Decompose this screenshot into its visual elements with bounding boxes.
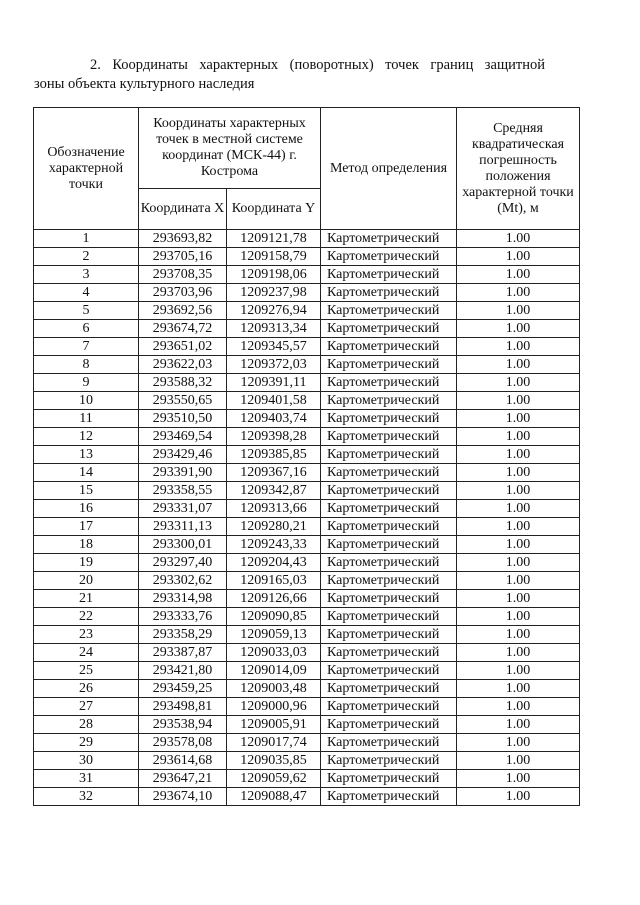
cell-accuracy: 1.00 <box>457 680 580 698</box>
cell-point-number: 13 <box>34 446 139 464</box>
cell-coord-x: 293459,25 <box>139 680 227 698</box>
cell-accuracy: 1.00 <box>457 752 580 770</box>
cell-point-number: 15 <box>34 482 139 500</box>
table-row <box>34 572 580 590</box>
cell-coord-y: 1209088,47 <box>227 788 321 806</box>
cell-accuracy: 1.00 <box>457 590 580 608</box>
cell-coord-x: 293578,08 <box>139 734 227 752</box>
cell-accuracy: 1.00 <box>457 500 580 518</box>
cell-accuracy: 1.00 <box>457 482 580 500</box>
table-row <box>34 752 580 770</box>
cell-coord-x: 293550,65 <box>139 392 227 410</box>
cell-coord-y: 1209313,66 <box>227 500 321 518</box>
cell-method: Картометрический <box>321 356 457 374</box>
cell-coord-y: 1209121,78 <box>227 230 321 248</box>
cell-coord-x: 293387,87 <box>139 644 227 662</box>
cell-method: Картометрический <box>321 572 457 590</box>
cell-point-number: 23 <box>34 626 139 644</box>
table-row <box>34 338 580 356</box>
cell-coord-x: 293588,32 <box>139 374 227 392</box>
cell-coord-y: 1209165,03 <box>227 572 321 590</box>
cell-method: Картометрический <box>321 752 457 770</box>
cell-method: Картометрический <box>321 608 457 626</box>
cell-accuracy: 1.00 <box>457 446 580 464</box>
table-row <box>34 716 580 734</box>
cell-method: Картометрический <box>321 320 457 338</box>
cell-coord-x: 293674,72 <box>139 320 227 338</box>
cell-coord-y: 1209198,06 <box>227 266 321 284</box>
header-method: Метод определения <box>321 108 457 230</box>
cell-point-number: 20 <box>34 572 139 590</box>
cell-point-number: 9 <box>34 374 139 392</box>
cell-accuracy: 1.00 <box>457 734 580 752</box>
cell-accuracy: 1.00 <box>457 410 580 428</box>
cell-point-number: 28 <box>34 716 139 734</box>
cell-point-number: 10 <box>34 392 139 410</box>
cell-method: Картометрический <box>321 266 457 284</box>
cell-point-number: 26 <box>34 680 139 698</box>
table-row <box>34 410 580 428</box>
cell-method: Картометрический <box>321 734 457 752</box>
cell-method: Картометрический <box>321 662 457 680</box>
cell-accuracy: 1.00 <box>457 428 580 446</box>
cell-coord-y: 1209090,85 <box>227 608 321 626</box>
cell-accuracy: 1.00 <box>457 644 580 662</box>
cell-coord-x: 293333,76 <box>139 608 227 626</box>
table-body <box>34 230 580 806</box>
cell-method: Картометрический <box>321 770 457 788</box>
cell-method: Картометрический <box>321 788 457 806</box>
cell-point-number: 8 <box>34 356 139 374</box>
table-row <box>34 356 580 374</box>
cell-point-number: 19 <box>34 554 139 572</box>
cell-accuracy: 1.00 <box>457 230 580 248</box>
cell-coord-x: 293469,54 <box>139 428 227 446</box>
cell-coord-y: 1209000,96 <box>227 698 321 716</box>
cell-point-number: 31 <box>34 770 139 788</box>
cell-coord-x: 293331,07 <box>139 500 227 518</box>
table-row <box>34 320 580 338</box>
cell-point-number: 6 <box>34 320 139 338</box>
table-row <box>34 482 580 500</box>
table-row <box>34 374 580 392</box>
cell-accuracy: 1.00 <box>457 608 580 626</box>
cell-point-number: 17 <box>34 518 139 536</box>
cell-method: Картометрический <box>321 338 457 356</box>
table-row <box>34 734 580 752</box>
cell-coord-x: 293302,62 <box>139 572 227 590</box>
cell-point-number: 27 <box>34 698 139 716</box>
cell-coord-x: 293703,96 <box>139 284 227 302</box>
cell-method: Картометрический <box>321 554 457 572</box>
cell-accuracy: 1.00 <box>457 626 580 644</box>
table-row <box>34 644 580 662</box>
cell-coord-x: 293421,80 <box>139 662 227 680</box>
cell-method: Картометрический <box>321 230 457 248</box>
cell-accuracy: 1.00 <box>457 770 580 788</box>
cell-coord-y: 1209391,11 <box>227 374 321 392</box>
cell-coord-x: 293314,98 <box>139 590 227 608</box>
cell-coord-x: 293651,02 <box>139 338 227 356</box>
table-row <box>34 770 580 788</box>
cell-coord-y: 1209126,66 <box>227 590 321 608</box>
cell-point-number: 2 <box>34 248 139 266</box>
cell-point-number: 14 <box>34 464 139 482</box>
cell-method: Картометрический <box>321 248 457 266</box>
cell-method: Картометрический <box>321 428 457 446</box>
cell-coord-x: 293708,35 <box>139 266 227 284</box>
cell-accuracy: 1.00 <box>457 302 580 320</box>
table-row <box>34 698 580 716</box>
cell-coord-y: 1209014,09 <box>227 662 321 680</box>
table-row <box>34 248 580 266</box>
cell-point-number: 25 <box>34 662 139 680</box>
cell-accuracy: 1.00 <box>457 662 580 680</box>
cell-coord-y: 1209005,91 <box>227 716 321 734</box>
header-point-id: Обозначение характерной точки <box>34 108 139 230</box>
table-row <box>34 500 580 518</box>
cell-point-number: 30 <box>34 752 139 770</box>
cell-accuracy: 1.00 <box>457 320 580 338</box>
cell-method: Картометрический <box>321 374 457 392</box>
cell-method: Картометрический <box>321 518 457 536</box>
cell-coord-x: 293429,46 <box>139 446 227 464</box>
cell-method: Картометрический <box>321 410 457 428</box>
table-row <box>34 662 580 680</box>
cell-method: Картометрический <box>321 590 457 608</box>
cell-point-number: 11 <box>34 410 139 428</box>
cell-point-number: 18 <box>34 536 139 554</box>
cell-coord-y: 1209403,74 <box>227 410 321 428</box>
header-coord-y: Координата Y <box>227 189 321 230</box>
cell-coord-x: 293498,81 <box>139 698 227 716</box>
cell-method: Картометрический <box>321 716 457 734</box>
table-row <box>34 536 580 554</box>
cell-point-number: 7 <box>34 338 139 356</box>
cell-accuracy: 1.00 <box>457 698 580 716</box>
cell-point-number: 16 <box>34 500 139 518</box>
cell-method: Картометрический <box>321 482 457 500</box>
table-row <box>34 554 580 572</box>
cell-accuracy: 1.00 <box>457 572 580 590</box>
cell-accuracy: 1.00 <box>457 518 580 536</box>
cell-coord-x: 293647,21 <box>139 770 227 788</box>
table-row <box>34 608 580 626</box>
cell-accuracy: 1.00 <box>457 356 580 374</box>
table-row <box>34 590 580 608</box>
table-row <box>34 626 580 644</box>
table-row <box>34 230 580 248</box>
cell-coord-y: 1209017,74 <box>227 734 321 752</box>
cell-coord-y: 1209035,85 <box>227 752 321 770</box>
cell-coord-x: 293674,10 <box>139 788 227 806</box>
table-row <box>34 392 580 410</box>
cell-coord-x: 293510,50 <box>139 410 227 428</box>
table-row <box>34 518 580 536</box>
cell-accuracy: 1.00 <box>457 554 580 572</box>
cell-coord-x: 293622,03 <box>139 356 227 374</box>
header-coord-x: Координата X <box>139 189 227 230</box>
header-accuracy: Средняя квадратическая погрешность положения характерной точки (Mt), м <box>457 108 580 230</box>
table-row <box>34 788 580 806</box>
table-row <box>34 428 580 446</box>
cell-accuracy: 1.00 <box>457 374 580 392</box>
cell-accuracy: 1.00 <box>457 284 580 302</box>
cell-coord-y: 1209276,94 <box>227 302 321 320</box>
cell-coord-x: 293297,40 <box>139 554 227 572</box>
cell-method: Картометрический <box>321 446 457 464</box>
cell-coord-y: 1209243,33 <box>227 536 321 554</box>
cell-point-number: 32 <box>34 788 139 806</box>
cell-coord-y: 1209237,98 <box>227 284 321 302</box>
table-row <box>34 680 580 698</box>
cell-accuracy: 1.00 <box>457 338 580 356</box>
cell-coord-y: 1209059,62 <box>227 770 321 788</box>
cell-coord-y: 1209372,03 <box>227 356 321 374</box>
cell-accuracy: 1.00 <box>457 266 580 284</box>
cell-method: Картометрический <box>321 284 457 302</box>
cell-method: Картометрический <box>321 626 457 644</box>
cell-coord-x: 293693,82 <box>139 230 227 248</box>
cell-method: Картометрический <box>321 536 457 554</box>
cell-method: Картометрический <box>321 302 457 320</box>
cell-coord-y: 1209313,34 <box>227 320 321 338</box>
cell-coord-x: 293300,01 <box>139 536 227 554</box>
cell-coord-x: 293391,90 <box>139 464 227 482</box>
cell-point-number: 22 <box>34 608 139 626</box>
cell-coord-y: 1209033,03 <box>227 644 321 662</box>
cell-point-number: 1 <box>34 230 139 248</box>
cell-coord-y: 1209345,57 <box>227 338 321 356</box>
cell-accuracy: 1.00 <box>457 392 580 410</box>
table-row <box>34 284 580 302</box>
heading-line-1: 2. Координаты характерных (поворотных) точек границ защитной <box>90 57 545 73</box>
cell-point-number: 29 <box>34 734 139 752</box>
cell-point-number: 12 <box>34 428 139 446</box>
cell-coord-y: 1209003,48 <box>227 680 321 698</box>
cell-point-number: 4 <box>34 284 139 302</box>
cell-coord-y: 1209401,58 <box>227 392 321 410</box>
cell-coord-x: 293358,55 <box>139 482 227 500</box>
cell-accuracy: 1.00 <box>457 536 580 554</box>
cell-coord-y: 1209280,21 <box>227 518 321 536</box>
cell-method: Картометрический <box>321 392 457 410</box>
cell-coord-y: 1209398,28 <box>227 428 321 446</box>
cell-coord-y: 1209367,16 <box>227 464 321 482</box>
cell-coord-y: 1209204,43 <box>227 554 321 572</box>
cell-coord-x: 293614,68 <box>139 752 227 770</box>
cell-point-number: 3 <box>34 266 139 284</box>
cell-method: Картометрический <box>321 500 457 518</box>
table-row <box>34 464 580 482</box>
cell-coord-y: 1209059,13 <box>227 626 321 644</box>
header-coordinate-group: Координаты характерных точек в местной системе координат (МСК-44) г. Кострома <box>139 108 321 189</box>
cell-accuracy: 1.00 <box>457 788 580 806</box>
cell-point-number: 5 <box>34 302 139 320</box>
cell-method: Картометрический <box>321 680 457 698</box>
cell-accuracy: 1.00 <box>457 464 580 482</box>
cell-coord-y: 1209385,85 <box>227 446 321 464</box>
section-heading <box>34 56 545 94</box>
coordinates-table <box>33 107 580 806</box>
cell-point-number: 21 <box>34 590 139 608</box>
cell-coord-y: 1209342,87 <box>227 482 321 500</box>
heading-line-2: зоны объекта культурного наследия <box>34 76 255 92</box>
cell-coord-x: 293358,29 <box>139 626 227 644</box>
cell-coord-x: 293538,94 <box>139 716 227 734</box>
cell-method: Картометрический <box>321 464 457 482</box>
cell-accuracy: 1.00 <box>457 248 580 266</box>
cell-accuracy: 1.00 <box>457 716 580 734</box>
table-row <box>34 446 580 464</box>
cell-coord-y: 1209158,79 <box>227 248 321 266</box>
cell-coord-x: 293311,13 <box>139 518 227 536</box>
cell-coord-x: 293692,56 <box>139 302 227 320</box>
table-row <box>34 266 580 284</box>
table-row <box>34 302 580 320</box>
cell-coord-x: 293705,16 <box>139 248 227 266</box>
cell-point-number: 24 <box>34 644 139 662</box>
cell-method: Картометрический <box>321 644 457 662</box>
cell-method: Картометрический <box>321 698 457 716</box>
